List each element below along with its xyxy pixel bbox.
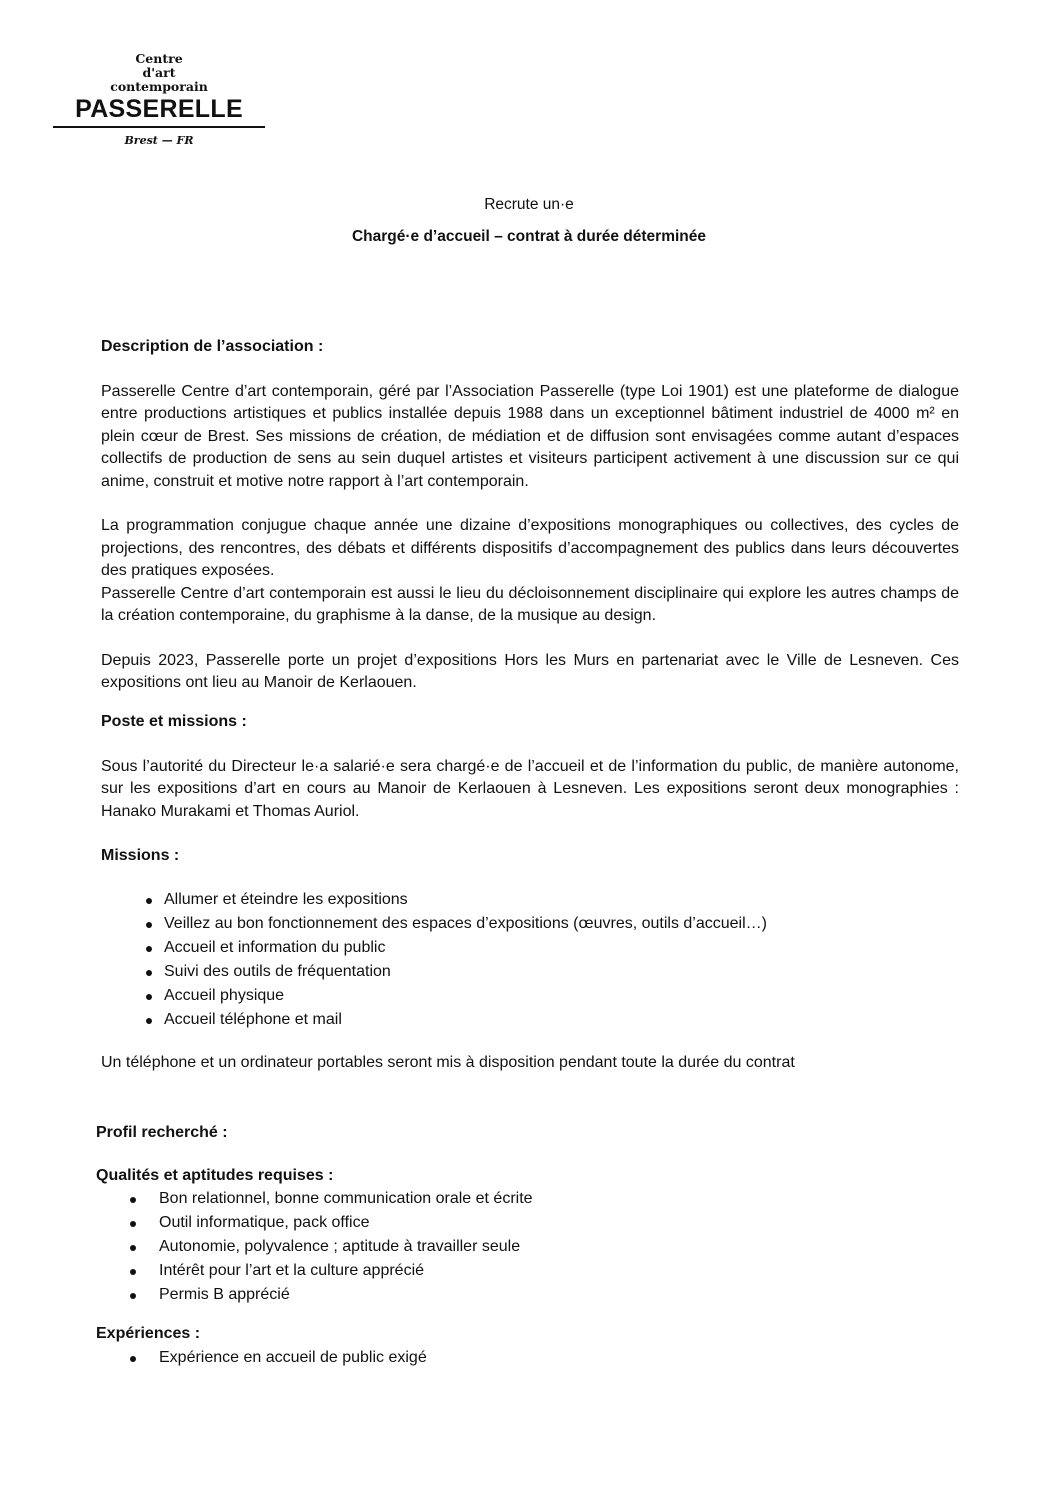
qualites-list: [96, 1187, 954, 1307]
mission-item: Suivi des outils de fréquentation: [101, 960, 959, 984]
bullet-icon: [130, 1245, 136, 1251]
bullet-icon: [146, 898, 152, 904]
description-heading: Description de l’association :: [101, 338, 324, 355]
mission-item: Accueil téléphone et mail: [101, 1008, 959, 1032]
bullet-icon: [146, 946, 152, 952]
bullet-icon: [130, 1197, 136, 1203]
logo-divider: [53, 126, 265, 128]
poste-paragraph: Sous l’autorité du Directeur le·a salarié·e sera chargé·e de l’accueil et de l’information du public, de manière autonome, sur les expositions d’art en cours au Manoir de Kerlaouen à Lesneven. Les expositions seront deux monographies : Hanako Murakami et Thomas Auriol.: [101, 757, 959, 820]
mission-item: Veillez au bon fonctionnement des espaces d’expositions (œuvres, outils d’accueil…): [101, 912, 959, 936]
section-description: [101, 336, 959, 695]
experience-item: Expérience en accueil de public exigé: [96, 1346, 954, 1370]
job-title: Chargé·e d’accueil – contrat à durée déterminée: [351, 228, 707, 245]
passerelle-logo: [53, 52, 265, 147]
poste-heading: Poste et missions :: [101, 713, 247, 730]
recruit-line: Recrute un·e: [484, 196, 574, 213]
description-paragraph-3: Passerelle Centre d’art contemporain est aussi le lieu du décloisonnement disciplinaire qui explore les autres champs de la création contemporaine, du graphisme à la danse, de la musique au design.: [101, 584, 959, 624]
qualite-item: Outil informatique, pack office: [96, 1211, 954, 1235]
logo-line-1: Centre: [135, 51, 183, 66]
experiences-list: [96, 1346, 954, 1370]
description-paragraph-4: Depuis 2023, Passerelle porte un projet d’expositions Hors les Murs en partenariat avec le Ville de Lesneven. Ces expositions ont lieu au Manoir de Kerlaouen.: [101, 651, 959, 691]
qualite-item: Autonomie, polyvalence ; aptitude à travailler seule: [96, 1235, 954, 1259]
qualite-item: Intérêt pour l’art et la culture apprécié: [96, 1259, 954, 1283]
experiences-heading: Expériences :: [96, 1325, 201, 1342]
mission-item: Allumer et éteindre les expositions: [101, 888, 959, 912]
logo-line-3: contemporain: [110, 79, 208, 94]
section-profil: [96, 1122, 954, 1370]
mission-item: Accueil et information du public: [101, 936, 959, 960]
logo-line-2: d'art: [142, 65, 176, 80]
missions-list: [101, 888, 959, 1032]
bullet-icon: [146, 994, 152, 1000]
bullet-icon: [146, 922, 152, 928]
section-missions: [101, 845, 959, 1074]
missions-note: Un téléphone et un ordinateur portables seront mis à disposition pendant toute la durée du contrat: [101, 1053, 795, 1071]
bullet-icon: [146, 970, 152, 976]
bullet-icon: [130, 1221, 136, 1227]
bullet-icon: [130, 1356, 136, 1362]
bullet-icon: [130, 1269, 136, 1275]
bullet-icon: [146, 1018, 152, 1024]
section-poste: [101, 711, 959, 823]
description-paragraph-1: Passerelle Centre d’art contemporain, géré par l’Association Passerelle (type Loi 1901) est une plateforme de dialogue entre productions artistiques et publics installée depuis 1988 dans un exceptionnel bâtiment industriel de 4000 m² en plein cœur de Brest. Ses missions de création, de médiation et de diffusion sont envisagées comme autant d’espaces collectifs de production de sens au sein duquel artistes et visiteurs participent activement à une discussion sur ce qui anime, construit et motive notre rapport à l’art contemporain.: [101, 382, 959, 490]
bullet-icon: [130, 1293, 136, 1299]
qualites-heading: Qualités et aptitudes requises :: [96, 1166, 334, 1184]
description-paragraph-2: La programmation conjugue chaque année une dizaine d’expositions monographiques ou collectives, des cycles de projections, des rencontres, des débats et différents dispositifs d’accompagnement des publics dans leurs découvertes des pratiques exposées.: [101, 517, 959, 579]
logo-name: PASSERELLE: [75, 95, 243, 123]
qualite-item: Permis B apprécié: [96, 1283, 954, 1307]
missions-heading: Missions :: [101, 847, 180, 864]
logo-city: Brest — FR: [124, 134, 194, 147]
profil-heading: Profil recherché :: [96, 1124, 228, 1141]
qualite-item: Bon relationnel, bonne communication orale et écrite: [96, 1187, 954, 1211]
mission-item: Accueil physique: [101, 984, 959, 1008]
